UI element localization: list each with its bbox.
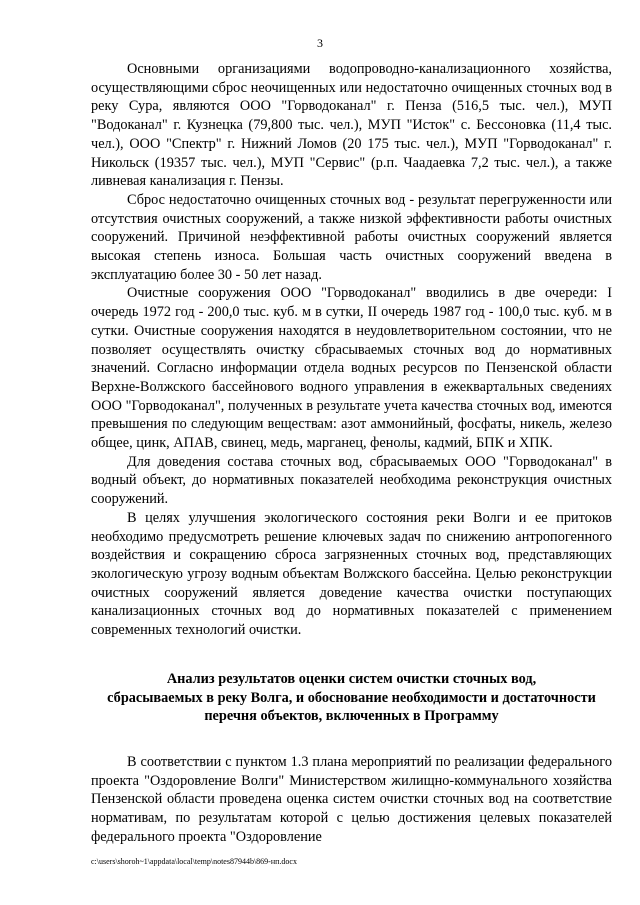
paragraph-volga-goals: В целях улучшения экологического состояния реки Волги и ее притоков необходимо предусмотреть решение ключевых задач по снижению антропогенного воздействия и сокращению сброса загрязненных сточных вод, представляющих экологическую угрозу водным объектам Волжского бассейна. Целью реконструкции очистных сооружений является доведение качества очистки поступающих канализационных сточных вод до нормативных показателей с применением современных технологий очистки. [91,509,612,639]
section-heading-line: Анализ результатов оценки систем очистки сточных вод, [166,670,537,687]
section-heading [91,670,612,726]
paragraph-assessment: В соответствии с пунктом 1.3 плана мероприятий по реализации федерального проекта "Оздоровление Волги" Министерством жилищно-коммунального хозяйства Пензенской области проведена оценка систем очистки сточных вод на соответствие нормативам, по результатам которой с целью достижения целевых показателей федерального проекта "Оздоровление [91,753,612,845]
footer-file-path: c:\users\shoroh~1\appdata\local\temp\notes87944b\869-нп.docx [91,857,297,866]
document-body [91,60,612,846]
paragraph-insufficient-treatment: Сброс недостаточно очищенных сточных вод - результат перегруженности или отсутствия очистных сооружений, а также низкой эффективности работы очистных сооружений. Причиной неэффективной работы очистных сооружений является высокая степень износа. Большая часть очистных сооружений введена в эксплуатацию более 30 - 50 лет назад. [91,191,612,283]
paragraph-reconstruction-need: Для доведения состава сточных вод, сбрасываемых ООО "Горводоканал" в водный объект, до нормативных показателей необходима реконструкция очистных сооружений. [91,453,612,508]
paragraph-organizations: Основными организациями водопроводно-канализационного хозяйства, осуществляющими сброс неочищенных или недостаточно очищенных сточных вод в реку Сура, являются ООО "Горводоканал" г. Пенза (516,5 тыс. чел.), МУП "Водоканал" г. Кузнецка (79,800 тыс. чел.), МУП "Исток" с. Бессоновка (11,4 тыс. чел.), ООО "Спектр" г. Нижний Ломов (20 175 тыс. чел.), МУП "Горводоканал" г. Никольск (19357 тыс. чел.), МУП "Сервис" (р.п. Чаадаевка 7,2 тыс. чел.), а также ливневая канализация г. Пензы. [91,61,612,190]
page-number: 3 [317,36,323,50]
section-heading-line: перечня объектов, включенных в Программу [204,708,499,725]
paragraph-treatment-facilities: Очистные сооружения ООО "Горводоканал" вводились в две очереди: I очередь 1972 год - 200,0 тыс. куб. м в сутки, II очередь 1987 год - 100,0 тыс. куб. м в сутки. Очистные сооружения находятся в неудовлетворительном состоянии, что не позволяет осуществлять очистку сбрасываемых сточных вод до нормативных значений. Согласно информации отдела водных ресурсов по Пензенской области Верхне-Волжского бассейнового водного управления в ежеквартальных сведениях ООО "Горводоканал", полученных в результате учета качества сточных вод, имеются превышения по следующим веществам: азот аммонийный, фосфаты, никель, железо общее, цинк, АПАВ, свинец, медь, марганец, фенолы, кадмий, БПК и ХПК. [91,285,612,452]
section-heading-line: сбрасываемых в реку Волга, и обоснование необходимости и достаточности [107,689,596,706]
